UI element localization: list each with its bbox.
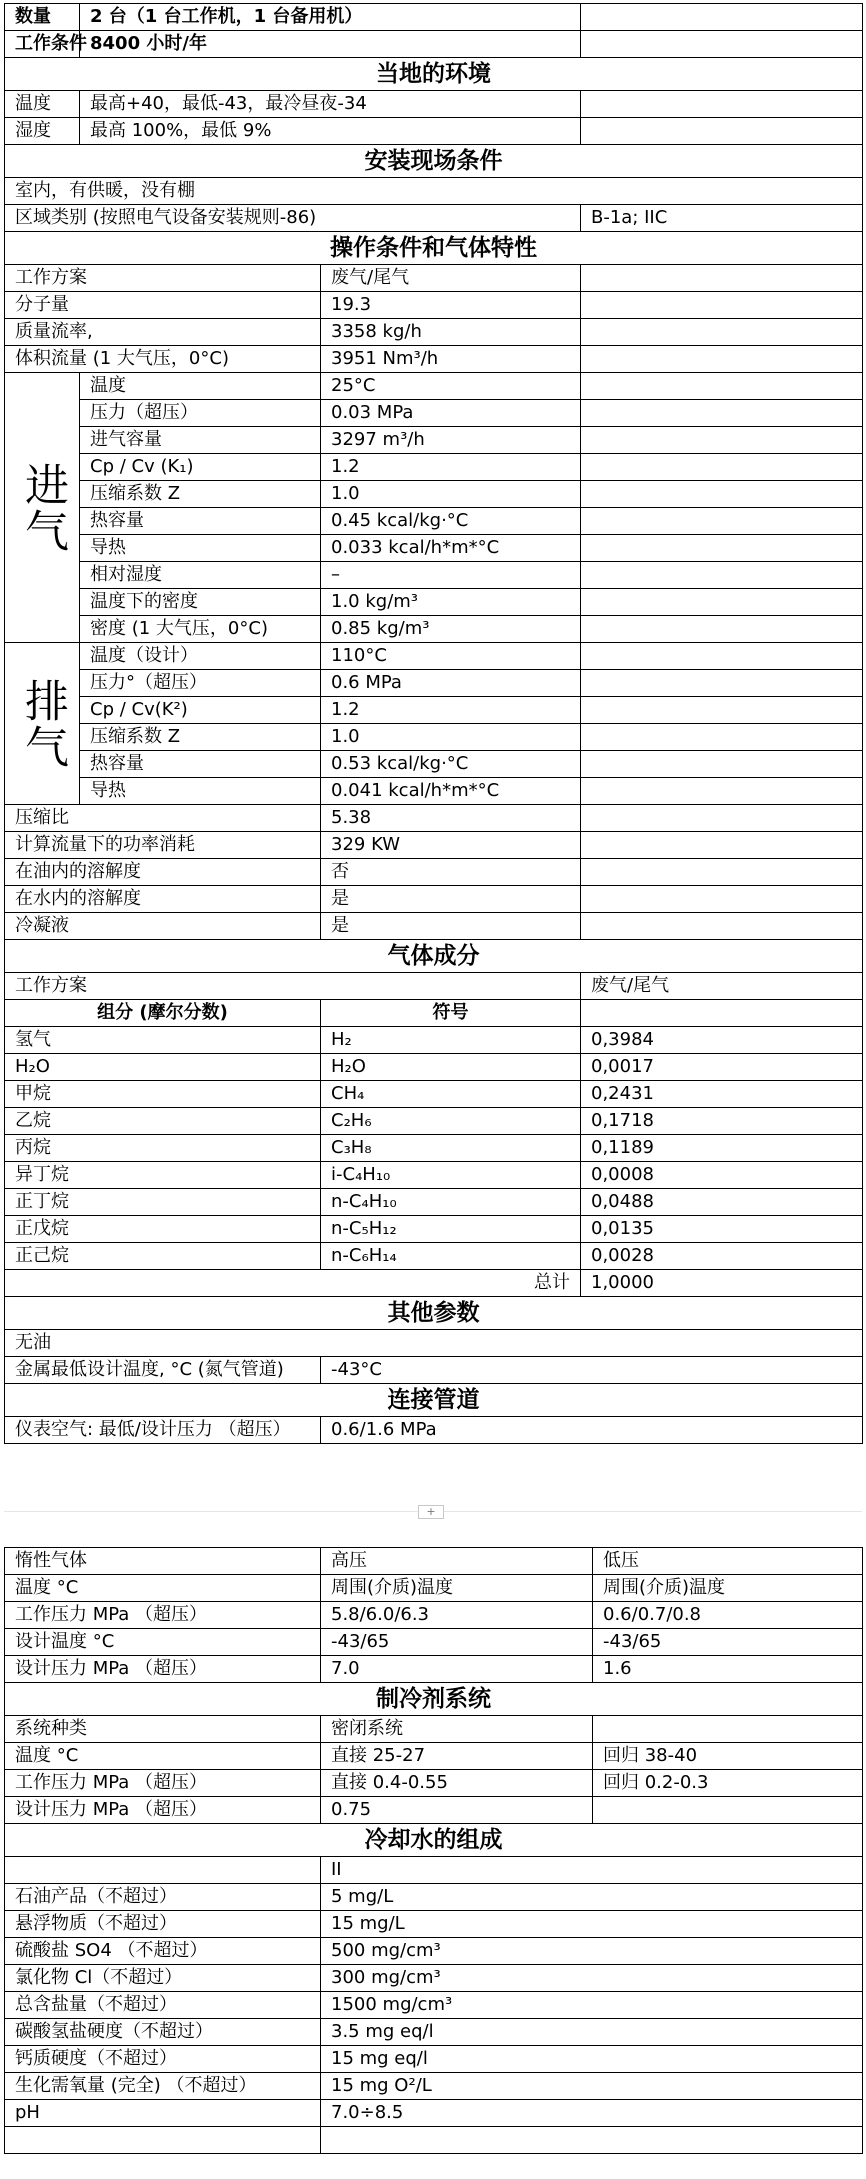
refrigerant-label: 温度 °C	[5, 1743, 321, 1770]
env-temperature-value: 最高+40，最低-43，最冷昼夜-34	[80, 91, 581, 118]
misc-label: 冷凝液	[5, 913, 321, 940]
empty-cell	[581, 886, 863, 913]
cooling-water-row	[5, 1857, 863, 1884]
misc-value: 否	[321, 859, 581, 886]
gas-name: 正己烷	[5, 1243, 321, 1270]
refrigerant-row	[5, 1743, 863, 1770]
outlet-parameter-value: 1.2	[321, 697, 581, 724]
cooling-water-label	[5, 2127, 321, 2154]
cooling-water-value: 15 mg O²/L	[321, 2073, 863, 2100]
quantity-value: 2 台（1 台工作机，1 台备用机）	[80, 4, 581, 31]
table-row	[5, 1330, 863, 1357]
oil-free-text: 无油	[5, 1330, 863, 1357]
inert-parameter-label: 工作压力 MPa （超压）	[5, 1602, 321, 1629]
gas-name: 氢气	[5, 1027, 321, 1054]
section-header-row	[5, 232, 863, 265]
refrigerant-supply-value: 密闭系统	[321, 1716, 593, 1743]
section-header-refrigerant: 制冷剂系统	[5, 1683, 863, 1716]
inert-low-header: 低压	[593, 1548, 863, 1575]
inlet-parameter-label: Cp / Cv (K₁)	[80, 454, 321, 481]
cooling-water-label: 氯化物 Cl（不超过）	[5, 1965, 321, 1992]
table-row	[5, 1417, 863, 1444]
section-header-environment: 当地的环境	[5, 58, 863, 91]
inlet-parameter-value: 1.0 kg/m³	[321, 589, 581, 616]
inlet-parameter-label: 相对湿度	[80, 562, 321, 589]
gas-fraction: 0,0017	[581, 1054, 863, 1081]
gas-symbol: CH₄	[321, 1081, 581, 1108]
cooling-water-value: II	[321, 1857, 863, 1884]
empty-cell	[581, 319, 863, 346]
outlet-parameter-value: 1.0	[321, 724, 581, 751]
inlet-parameter-value: 0.03 MPa	[321, 400, 581, 427]
outlet-parameter-label: Cp / Cv(K²)	[80, 697, 321, 724]
inert-low-value: 1.6	[593, 1656, 863, 1683]
gas-symbol: H₂O	[321, 1054, 581, 1081]
instrument-air-value: 0.6/1.6 MPa	[321, 1417, 863, 1444]
gas-fraction: 0,0135	[581, 1216, 863, 1243]
gas-symbol-header: 符号	[321, 1000, 581, 1027]
section-header-row	[5, 940, 863, 973]
gas-fraction: 0,1189	[581, 1135, 863, 1162]
cooling-water-row	[5, 1911, 863, 1938]
outlet-side-text: 排气	[17, 677, 68, 770]
working-conditions-label: 工作条件	[5, 31, 80, 58]
section-header-site: 安装现场条件	[5, 145, 863, 178]
cooling-water-label: 碳酸氢盐硬度（不超过）	[5, 2019, 321, 2046]
outlet-parameter-label: 压力°（超压）	[80, 670, 321, 697]
empty-cell	[581, 805, 863, 832]
misc-value: 329 KW	[321, 832, 581, 859]
instrument-air-label: 仪表空气: 最低/设计压力 （超压）	[5, 1417, 321, 1444]
empty-cell	[581, 292, 863, 319]
empty-cell	[581, 616, 863, 643]
table-row	[5, 178, 863, 205]
inert-row	[5, 1656, 863, 1683]
gas-fraction: 0,0488	[581, 1189, 863, 1216]
inlet-parameter-value: 3297 m³/h	[321, 427, 581, 454]
operating-label: 工作方案	[5, 265, 321, 292]
table-row	[5, 886, 863, 913]
misc-label: 在水内的溶解度	[5, 886, 321, 913]
inlet-parameter-label: 热容量	[80, 508, 321, 535]
table-row	[5, 91, 863, 118]
cooling-water-label: 硫酸盐 SO4 （不超过）	[5, 1938, 321, 1965]
inert-parameter-label: 温度 °C	[5, 1575, 321, 1602]
gas-row	[5, 1162, 863, 1189]
refrigerant-supply-value: 直接 0.4-0.55	[321, 1770, 593, 1797]
working-conditions-row	[5, 31, 863, 58]
refrigerant-return-value	[593, 1797, 863, 1824]
total-row	[5, 1270, 863, 1297]
cooling-water-row	[5, 2019, 863, 2046]
gas-name: 乙烷	[5, 1108, 321, 1135]
table-row	[5, 859, 863, 886]
cooling-water-value	[321, 2127, 863, 2154]
add-row-handle[interactable]: +	[418, 1505, 444, 1519]
inert-columns-row	[5, 1548, 863, 1575]
empty-cell	[581, 832, 863, 859]
refrigerant-row	[5, 1716, 863, 1743]
gas-symbol: n-C₅H₁₂	[321, 1216, 581, 1243]
table-row	[5, 118, 863, 145]
cooling-water-row	[5, 2073, 863, 2100]
cooling-water-row	[5, 2127, 863, 2154]
table-row	[5, 1357, 863, 1384]
outlet-row	[5, 670, 863, 697]
inlet-side-label	[5, 373, 80, 643]
section-header-piping: 连接管道	[5, 1384, 863, 1417]
inlet-row	[5, 481, 863, 508]
empty-cell	[581, 91, 863, 118]
inlet-parameter-label: 密度 (1 大气压，0°C)	[80, 616, 321, 643]
outlet-parameter-value: 0.041 kcal/h*m*°C	[321, 778, 581, 805]
empty-cell	[581, 724, 863, 751]
gas-row	[5, 1135, 863, 1162]
empty-cell	[581, 454, 863, 481]
cooling-water-value: 3.5 mg eq/l	[321, 2019, 863, 2046]
empty-cell	[581, 751, 863, 778]
cooling-water-row	[5, 1884, 863, 1911]
env-humidity-label: 湿度	[5, 118, 80, 145]
specification-table-2	[4, 1547, 863, 2154]
misc-label: 在油内的溶解度	[5, 859, 321, 886]
cooling-water-label: 悬浮物质（不超过）	[5, 1911, 321, 1938]
inert-high-header: 高压	[321, 1548, 593, 1575]
table-row	[5, 805, 863, 832]
inert-parameter-label: 设计压力 MPa （超压）	[5, 1656, 321, 1683]
inlet-row	[5, 562, 863, 589]
empty-cell	[581, 1000, 863, 1027]
refrigerant-return-value	[593, 1716, 863, 1743]
gas-row	[5, 1189, 863, 1216]
empty-cell	[581, 670, 863, 697]
empty-cell	[581, 118, 863, 145]
gas-name: 甲烷	[5, 1081, 321, 1108]
inlet-parameter-label: 温度下的密度	[80, 589, 321, 616]
refrigerant-supply-value: 直接 25-27	[321, 1743, 593, 1770]
empty-cell	[581, 265, 863, 292]
gas-row	[5, 1108, 863, 1135]
inert-row	[5, 1602, 863, 1629]
section-header-row	[5, 1824, 863, 1857]
gas-name: 正丁烷	[5, 1189, 321, 1216]
outlet-row	[5, 697, 863, 724]
cooling-water-label: 钙质硬度（不超过）	[5, 2046, 321, 2073]
inert-low-value: 0.6/0.7/0.8	[593, 1602, 863, 1629]
refrigerant-label: 工作压力 MPa （超压）	[5, 1770, 321, 1797]
gas-row	[5, 1243, 863, 1270]
misc-label: 计算流量下的功率消耗	[5, 832, 321, 859]
gas-symbol: C₂H₆	[321, 1108, 581, 1135]
inert-parameter-label: 设计温度 °C	[5, 1629, 321, 1656]
table-row	[5, 913, 863, 940]
gas-name: 异丁烷	[5, 1162, 321, 1189]
cooling-water-value: 5 mg/L	[321, 1884, 863, 1911]
misc-value: 5.38	[321, 805, 581, 832]
cooling-water-value: 15 mg eq/l	[321, 2046, 863, 2073]
gas-row	[5, 1081, 863, 1108]
inlet-parameter-value: –	[321, 562, 581, 589]
table-row	[5, 346, 863, 373]
outlet-parameter-label: 压缩系数 Z	[80, 724, 321, 751]
misc-value: 是	[321, 886, 581, 913]
inlet-row	[5, 373, 863, 400]
gas-symbol: C₃H₈	[321, 1135, 581, 1162]
inlet-parameter-value: 0.033 kcal/h*m*°C	[321, 535, 581, 562]
section-header-operating: 操作条件和气体特性	[5, 232, 863, 265]
cooling-water-value: 7.0÷8.5	[321, 2100, 863, 2127]
working-conditions-value: 8400 小时/年	[80, 31, 581, 58]
inlet-parameter-label: 压力（超压）	[80, 400, 321, 427]
gas-name: H₂O	[5, 1054, 321, 1081]
table-row	[5, 292, 863, 319]
section-header-row	[5, 1384, 863, 1417]
operating-label: 分子量	[5, 292, 321, 319]
outlet-parameter-value: 0.53 kcal/kg·°C	[321, 751, 581, 778]
quantity-row	[5, 4, 863, 31]
gas-columns-row	[5, 1000, 863, 1027]
outlet-row	[5, 751, 863, 778]
empty-cell	[581, 535, 863, 562]
gas-row	[5, 1054, 863, 1081]
section-header-row	[5, 58, 863, 91]
inlet-parameter-label: 温度	[80, 373, 321, 400]
refrigerant-label: 设计压力 MPa （超压）	[5, 1797, 321, 1824]
outlet-parameter-value: 0.6 MPa	[321, 670, 581, 697]
inlet-parameter-value: 1.2	[321, 454, 581, 481]
refrigerant-return-value: 回归 0.2-0.3	[593, 1770, 863, 1797]
inlet-row	[5, 589, 863, 616]
outlet-parameter-label: 导热	[80, 778, 321, 805]
gas-symbol: H₂	[321, 1027, 581, 1054]
table-row	[5, 832, 863, 859]
operating-value: 3358 kg/h	[321, 319, 581, 346]
inert-low-value: 周围(介质)温度	[593, 1575, 863, 1602]
gas-fraction: 0,1718	[581, 1108, 863, 1135]
section-header-gas: 气体成分	[5, 940, 863, 973]
empty-cell	[581, 778, 863, 805]
cooling-water-row	[5, 1965, 863, 1992]
empty-cell	[581, 859, 863, 886]
metal-temperature-label: 金属最低设计温度, °C (氮气管道)	[5, 1357, 321, 1384]
gas-symbol: n-C₄H₁₀	[321, 1189, 581, 1216]
inlet-parameter-label: 导热	[80, 535, 321, 562]
empty-cell	[581, 31, 863, 58]
inert-gas-label: 惰性气体	[5, 1548, 321, 1575]
gas-row	[5, 1027, 863, 1054]
outlet-row	[5, 724, 863, 751]
gas-row	[5, 1216, 863, 1243]
section-header-row	[5, 145, 863, 178]
outlet-parameter-value: 110°C	[321, 643, 581, 670]
inert-row	[5, 1629, 863, 1656]
inert-row	[5, 1575, 863, 1602]
operating-label: 体积流量 (1 大气压，0°C)	[5, 346, 321, 373]
section-header-other: 其他参数	[5, 1297, 863, 1330]
cooling-water-row	[5, 1992, 863, 2019]
empty-cell	[581, 373, 863, 400]
inert-high-value: -43/65	[321, 1629, 593, 1656]
inert-low-value: -43/65	[593, 1629, 863, 1656]
section-header-row	[5, 1683, 863, 1716]
cooling-water-label: 总含盐量（不超过）	[5, 1992, 321, 2019]
env-temperature-label: 温度	[5, 91, 80, 118]
inlet-row	[5, 535, 863, 562]
inlet-row	[5, 400, 863, 427]
inlet-parameter-label: 压缩系数 Z	[80, 481, 321, 508]
inert-high-value: 5.8/6.0/6.3	[321, 1602, 593, 1629]
cooling-water-value: 300 mg/cm³	[321, 1965, 863, 1992]
cooling-water-label: 石油产品（不超过）	[5, 1884, 321, 1911]
refrigerant-return-value: 回归 38-40	[593, 1743, 863, 1770]
section-header-cooling-water: 冷却水的组成	[5, 1824, 863, 1857]
inlet-row	[5, 427, 863, 454]
cooling-water-label: pH	[5, 2100, 321, 2127]
cooling-water-label: 生化需氧量 (完全) （不超过）	[5, 2073, 321, 2100]
gas-fraction: 0,0008	[581, 1162, 863, 1189]
table-row	[5, 205, 863, 232]
refrigerant-supply-value: 0.75	[321, 1797, 593, 1824]
quantity-label: 数量	[5, 4, 80, 31]
inlet-row	[5, 508, 863, 535]
empty-cell	[581, 697, 863, 724]
gas-name: 丙烷	[5, 1135, 321, 1162]
gas-component-header: 组分 (摩尔分数)	[5, 1000, 321, 1027]
inlet-side-text: 进气	[17, 461, 68, 554]
operating-label: 质量流率,	[5, 319, 321, 346]
inert-high-value: 7.0	[321, 1656, 593, 1683]
gas-fraction: 0,2431	[581, 1081, 863, 1108]
zone-category-value: B-1a; IIC	[581, 205, 863, 232]
inlet-parameter-value: 0.45 kcal/kg·°C	[321, 508, 581, 535]
operating-value: 3951 Nm³/h	[321, 346, 581, 373]
outlet-row	[5, 778, 863, 805]
gas-fraction: 0,0028	[581, 1243, 863, 1270]
inlet-row	[5, 454, 863, 481]
empty-cell	[581, 4, 863, 31]
empty-cell	[581, 562, 863, 589]
empty-cell	[581, 589, 863, 616]
misc-label: 压缩比	[5, 805, 321, 832]
inlet-row	[5, 616, 863, 643]
outlet-parameter-label: 热容量	[80, 751, 321, 778]
empty-cell	[581, 427, 863, 454]
gas-symbol: n-C₆H₁₄	[321, 1243, 581, 1270]
cooling-water-value: 15 mg/L	[321, 1911, 863, 1938]
outlet-side-label	[5, 643, 80, 805]
section-header-row	[5, 1297, 863, 1330]
cooling-water-value: 500 mg/cm³	[321, 1938, 863, 1965]
outlet-row	[5, 643, 863, 670]
inlet-parameter-value: 0.85 kg/m³	[321, 616, 581, 643]
empty-cell	[581, 508, 863, 535]
table-row	[5, 265, 863, 292]
inlet-parameter-label: 进气容量	[80, 427, 321, 454]
cooling-water-row	[5, 2046, 863, 2073]
empty-cell	[581, 643, 863, 670]
inert-high-value: 周围(介质)温度	[321, 1575, 593, 1602]
cooling-water-label	[5, 1857, 321, 1884]
cooling-water-row	[5, 1938, 863, 1965]
inlet-parameter-value: 25°C	[321, 373, 581, 400]
empty-cell	[581, 400, 863, 427]
cooling-water-row	[5, 2100, 863, 2127]
refrigerant-row	[5, 1770, 863, 1797]
site-conditions-text: 室内，有供暖，没有棚	[5, 178, 863, 205]
misc-value: 是	[321, 913, 581, 940]
outlet-parameter-label: 温度（设计）	[80, 643, 321, 670]
metal-temperature-value: -43°C	[321, 1357, 863, 1384]
table-row	[5, 319, 863, 346]
gas-symbol: i-C₄H₁₀	[321, 1162, 581, 1189]
refrigerant-label: 系统种类	[5, 1716, 321, 1743]
total-label: 总计	[5, 1270, 581, 1297]
table-row	[5, 973, 863, 1000]
refrigerant-row	[5, 1797, 863, 1824]
empty-cell	[581, 346, 863, 373]
gas-plan-value: 废气/尾气	[581, 973, 863, 1000]
operating-value: 19.3	[321, 292, 581, 319]
gas-fraction: 0,3984	[581, 1027, 863, 1054]
total-value: 1,0000	[581, 1270, 863, 1297]
operating-value: 废气/尾气	[321, 265, 581, 292]
empty-cell	[581, 481, 863, 508]
specification-table-1	[4, 3, 863, 1444]
cooling-water-value: 1500 mg/cm³	[321, 1992, 863, 2019]
env-humidity-value: 最高 100%，最低 9%	[80, 118, 581, 145]
empty-cell	[581, 913, 863, 940]
gas-name: 正戊烷	[5, 1216, 321, 1243]
zone-category-label: 区域类别 (按照电气设备安装规则-86)	[5, 205, 581, 232]
gas-plan-label: 工作方案	[5, 973, 581, 1000]
inlet-parameter-value: 1.0	[321, 481, 581, 508]
